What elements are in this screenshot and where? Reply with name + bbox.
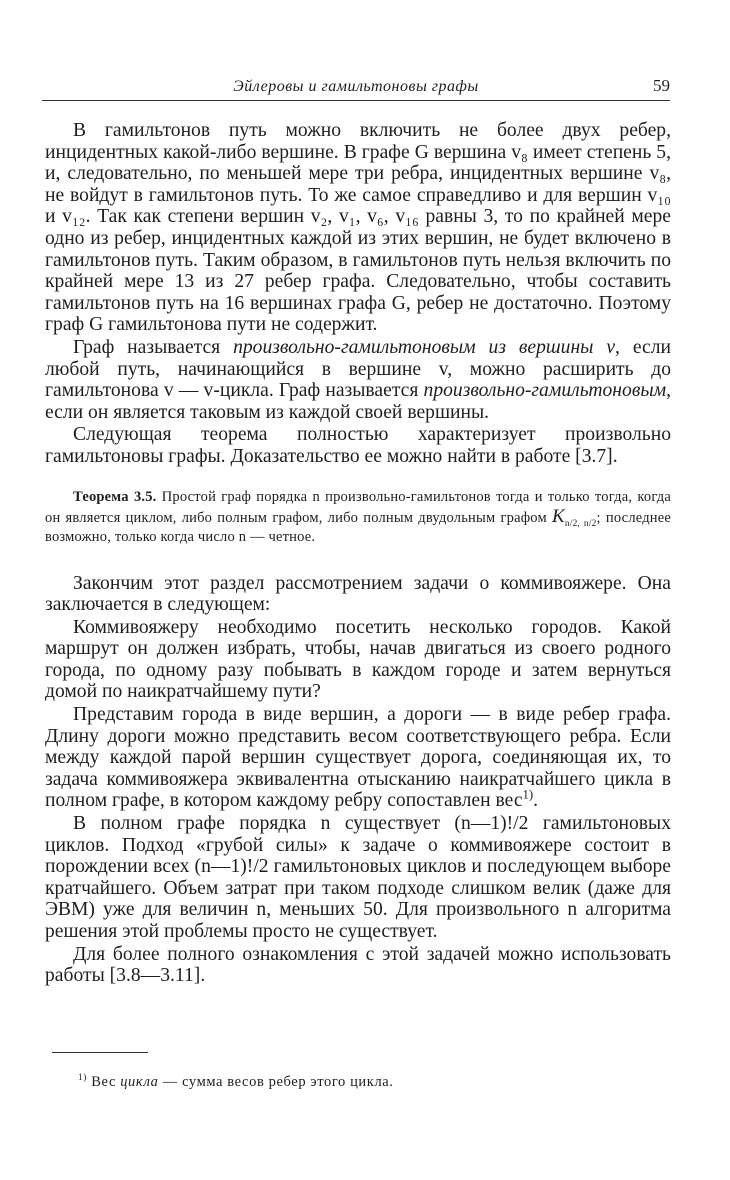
- term-arbitrarily-hamiltonian-from-vertex: произвольно-гамильтоновым из вершины v: [233, 336, 616, 358]
- bipartite-graph-subscript: n/2, n/2: [564, 518, 597, 529]
- paragraph-2: [45, 337, 671, 423]
- footnote-reference: 1): [522, 787, 534, 802]
- paragraph-1: В гамильтонов путь можно включить не более двух ребер, инцидентных какой-либо вершине. В графе G вершина v₈ имеет степень 5, и, следовательно, по меньшей мере три ребра, инцидентных вершине v₈, не войдут в гамильтонов путь. То же самое справедливо и для вершин v₁₀ и v₁₂. Так как степени вершин v₂, v₁, v₆, v₁₆ равны 3, то по крайней мере одно из ребер, инцидентных каждой из этих вершин, не будет включено в гамильтонов путь. Таким образом, в гамильтонов путь нельзя включить по крайней мере 13 из 27 ребер графа. Следовательно, чтобы составить гамильтонов путь на 16 вершинах графа G, ребер не достаточно. Поэтому граф G гамильтонова пути не содержит.: [45, 120, 671, 336]
- paragraph-7: В полном графе порядка n существует (n—1)!/2 гамильтоновых циклов. Подход «грубой силы» к задаче о коммивояжере состоит в порождении всех (n—1)!/2 гамильтоновых циклов и последующем выборе кратчайшего. Объем затрат при таком подходе слишком велик (даже для ЭВМ) уже для величин n, меньших 50. Для произвольного n алгоритма решения этой проблемы просто не существует.: [45, 813, 671, 942]
- paragraph-3: Следующая теорема полностью характеризует произвольно гамильтоновы графы. Доказательство ее можно найти в работе [3.7].: [45, 424, 671, 467]
- paragraph-4: Закончим этот раздел рассмотрением задачи о коммивояжере. Она заключается в следующем:: [45, 572, 671, 616]
- p6-end: .: [533, 790, 539, 812]
- footnote: [78, 1074, 678, 1091]
- running-header: [42, 76, 670, 101]
- theorem-label: Теорема 3.5.: [73, 488, 157, 505]
- theorem-text-2: ; последнее возможно, только когда число n — четное.: [45, 509, 672, 545]
- footnote-term: цикла: [120, 1074, 159, 1090]
- running-title: Эйлеровы и гамильтоновы графы: [233, 78, 479, 95]
- theorem-text-1: Простой граф порядка n произвольно-гамильтонов тогда и только тогда, когда он является циклом, либо полным графом, либо полным двудольным графом: [45, 488, 671, 526]
- main-text: [45, 120, 671, 987]
- p6-text: Представим города в виде вершин, а дороги — в виде ребер графа. Длину дороги можно представить весом соответствующего ребра. Если между каждой парой вершин существует дорога, соединяющая их, то задача коммивояжера эквивалентна отысканию наикратчайшего цикла в полном графе, в котором каждому ребру сопоставлен вес: [45, 704, 671, 812]
- p2-end: , если он является таковым из каждой своей вершины.: [45, 380, 671, 423]
- footnote-text-start: Вес: [87, 1074, 121, 1090]
- paragraph-5: Коммивояжеру необходимо посетить несколько городов. Какой маршрут он должен избрать, чтобы, начав двигаться из своего родного города, по одному разу побывать в каждом городе и затем вернуться домой по наикратчайшему пути?: [45, 616, 671, 703]
- footnote-rule: [52, 1052, 148, 1053]
- footnote-text-end: — сумма весов ребер этого цикла.: [158, 1074, 394, 1090]
- p2-start: Граф называется: [73, 336, 234, 358]
- paragraph-8: Для более полного ознакомления с этой задачей можно использовать работы [3.8—3.11].: [45, 943, 671, 987]
- paragraph-6: [45, 704, 671, 812]
- page-number: 59: [653, 76, 670, 95]
- bipartite-graph-symbol: K: [552, 505, 565, 527]
- theorem-3-5: [45, 488, 671, 547]
- p2-mid: , если любой путь, начинающийся в вершине v, можно расширить до гамильтонова v — v-цикла. Граф называется: [45, 336, 671, 402]
- footnote-mark: 1): [78, 1073, 88, 1084]
- term-arbitrarily-hamiltonian: произвольно-гамильтоновым: [423, 380, 667, 402]
